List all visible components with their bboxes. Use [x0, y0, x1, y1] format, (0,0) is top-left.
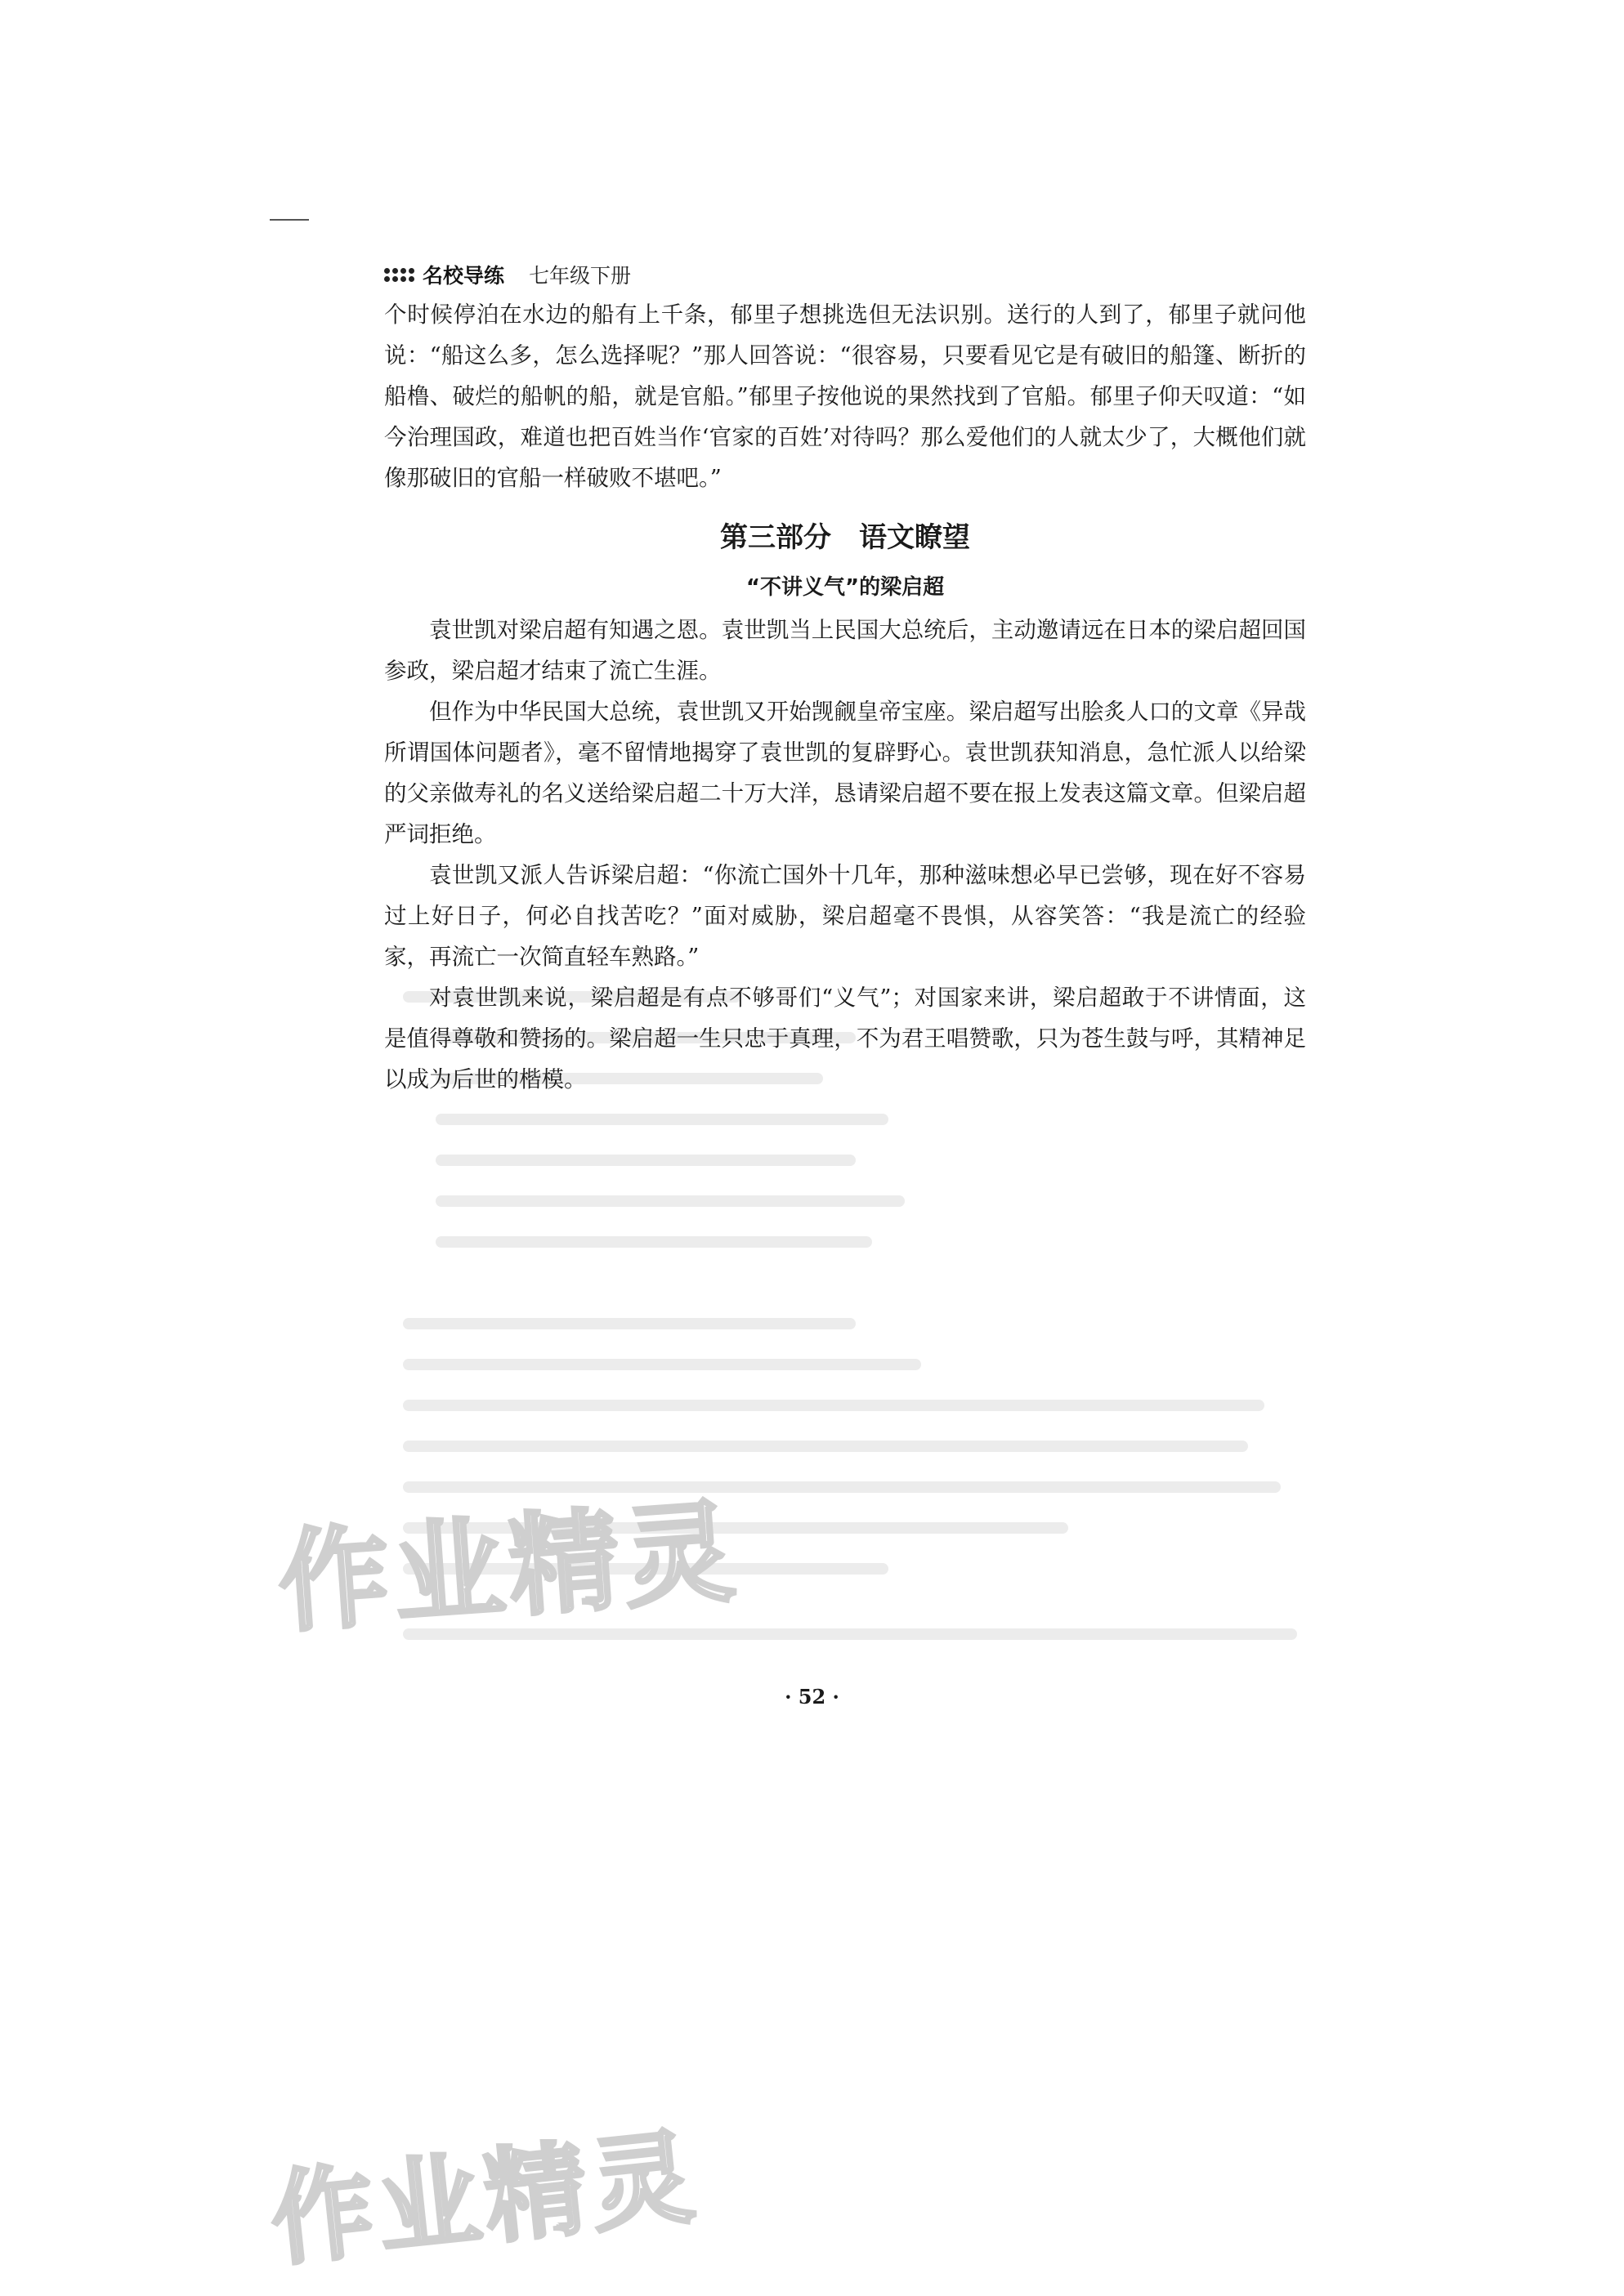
article-title: “不讲义气”的梁启超 — [745, 575, 945, 600]
page-content — [384, 294, 1306, 1100]
article-paragraph-1: 袁世凯对梁启超有知遇之恩。袁世凯当上民国大总统后，主动邀请远在日本的梁启超回国参政，梁启超才结束了流亡生涯。 — [384, 617, 1306, 684]
section-title: 第三部分 语文瞭望 — [720, 521, 970, 554]
book-grade: 七年级下册 — [529, 264, 632, 288]
article-paragraph-3: 袁世凯又派人告诉梁启超：“你流亡国外十几年，那种滋味想必早已尝够，现在好不容易过上好日子，何必自找苦吃？”面对威胁，梁启超毫不畏惧，从容笑答：“我是流亡的经验家，再流亡一次简直轻车熟路。” — [384, 862, 1306, 970]
top-rule — [270, 219, 309, 221]
page-number: · 52 · — [785, 1685, 839, 1709]
watermark-text-bottom: 作业精灵 — [266, 2117, 705, 2280]
article-paragraph-2: 但作为中华民国大总统，袁世凯又开始觊觎皇帝宝座。梁启超写出脍炙人口的文章《异哉所谓国体问题者》，毫不留情地揭穿了袁世凯的复辟野心。袁世凯获知消息，急忙派人以给梁的父亲做寿礼的名义送给梁启超二十万大洋，恳请梁启超不要在报上发表这篇文章。但梁启超严词拒绝。 — [384, 699, 1306, 847]
watermark-text: 作业精灵 — [275, 1487, 744, 1648]
passage-continuation: 个时候停泊在水边的船有上千条，郁里子想挑选但无法识别。送行的人到了，郁里子就问他说：“船这么多，怎么选择呢？”那人回答说：“很容易，只要看见它是有破旧的船篷、断折的船橹、破烂的船帆的船，就是官船。”郁里子按他说的果然找到了官船。郁里子仰天叹道：“如今治理国政，难道也把百姓当作‘官家的百姓’对待吗？那么爱他们的人就太少了，大概他们就像那破旧的官船一样破败不堪吧。” — [384, 302, 1306, 491]
running-header — [384, 260, 631, 289]
article-paragraph-4: 对袁世凯来说，梁启超是有点不够哥们“义气”；对国家来讲，梁启超敢于不讲情面，这是值得尊敬和赞扬的。梁启超一生只忠于真理，不为君王唱赞歌，只为苍生鼓与呼，其精神足以成为后世的楷模。 — [384, 985, 1306, 1092]
book-brand: 名校导练 — [423, 264, 505, 288]
dots-logo-icon — [384, 268, 414, 282]
